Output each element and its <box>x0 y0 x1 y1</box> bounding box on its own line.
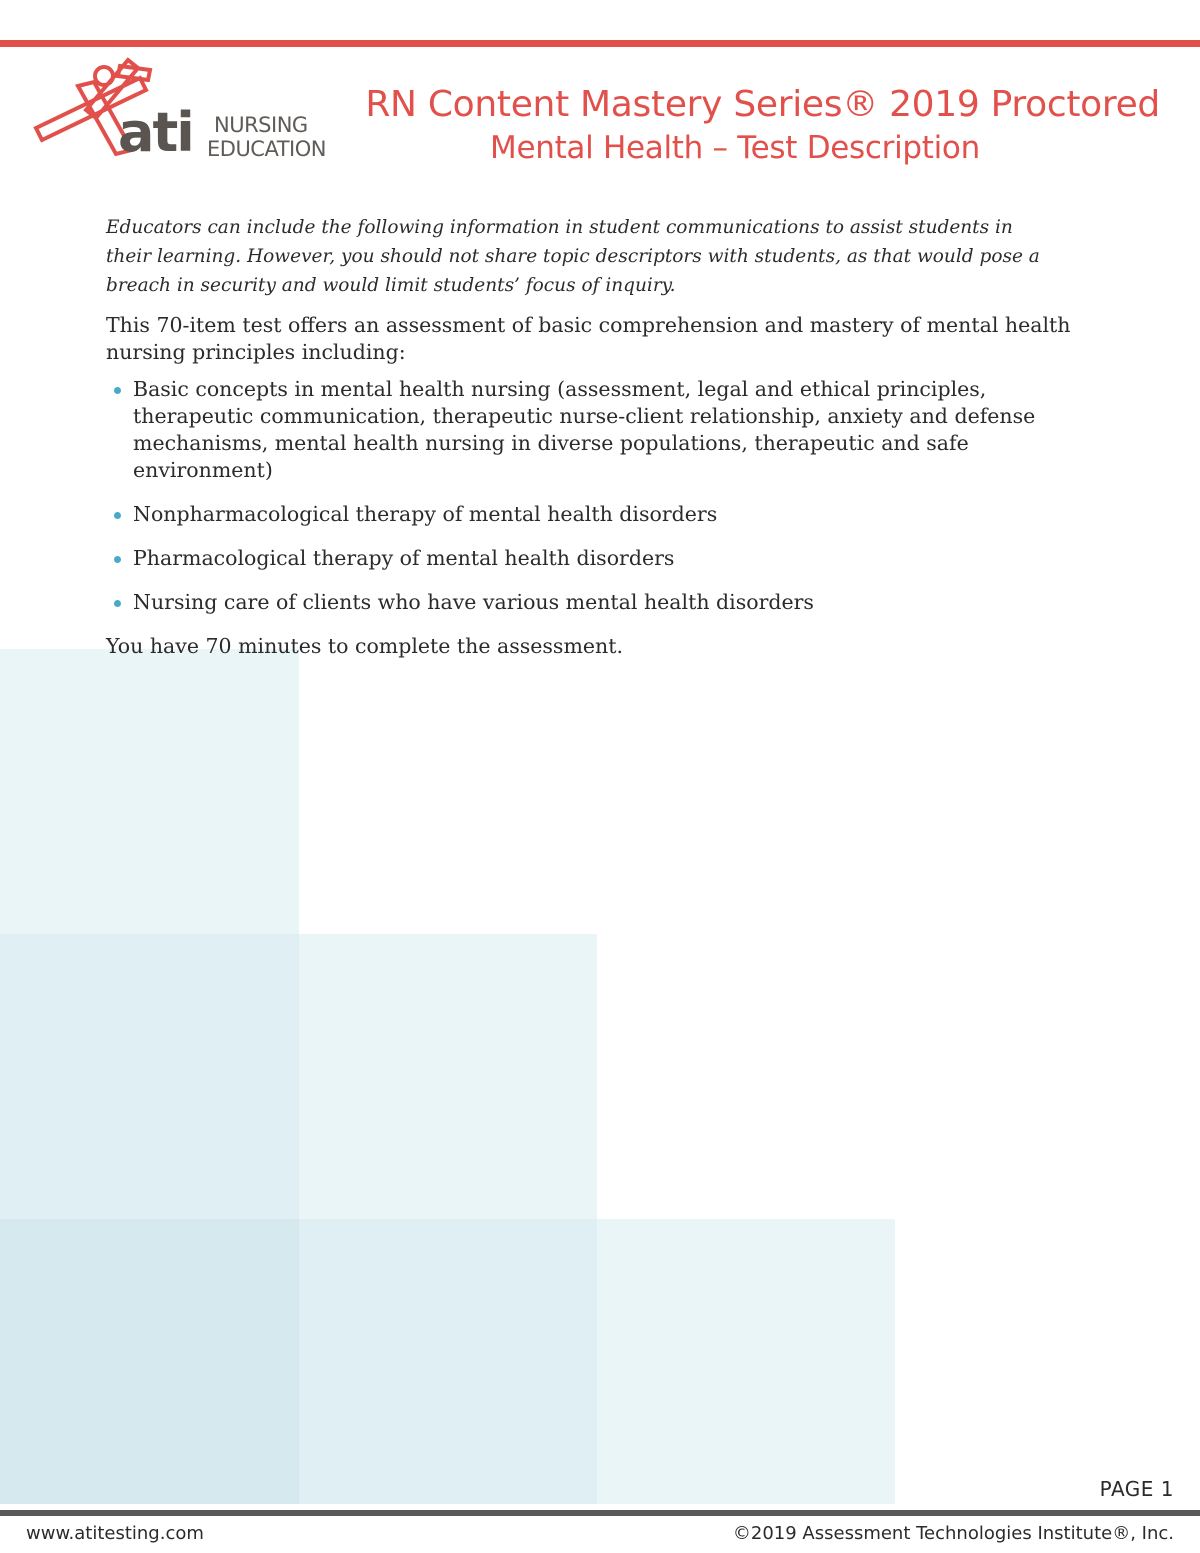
list-item <box>106 376 1096 484</box>
logo-text-nursing: NURSING <box>214 113 308 137</box>
footer-rule <box>0 1510 1200 1516</box>
decorative-block <box>597 1219 895 1504</box>
bullet-icon <box>114 600 121 607</box>
logo-wordmark: ati <box>118 101 193 164</box>
educator-note-line: breach in security and would limit students’ focus of inquiry. <box>106 275 676 296</box>
time-limit-note: You have 70 minutes to complete the assessment. <box>106 634 623 658</box>
bullet-icon <box>114 387 121 394</box>
decorative-block <box>299 934 597 1219</box>
educator-note-line: their learning. However, you should not share topic descriptors with students, as that would pose a <box>106 246 1040 267</box>
logo-text-education: EDUCATION <box>207 137 326 161</box>
bullet-icon <box>114 512 121 519</box>
document-title: RN Content Mastery Series® 2019 Proctored <box>365 84 1160 125</box>
educator-note-line: Educators can include the following information in student communications to assist students in <box>106 217 1013 238</box>
list-item <box>106 501 1096 528</box>
decorative-block <box>0 934 299 1219</box>
page-number: PAGE 1 <box>1099 1477 1174 1501</box>
topic-list <box>106 376 1096 616</box>
list-item <box>106 545 1096 572</box>
document-body <box>106 213 1096 670</box>
document-subtitle: Mental Health – Test Description <box>490 130 980 166</box>
decorative-block <box>0 1219 299 1504</box>
educator-note <box>106 213 1096 300</box>
ati-logo <box>0 0 360 175</box>
bullet-icon <box>114 556 121 563</box>
test-overview: This 70-item test offers an assessment of basic comprehension and mastery of mental health nursing principles including: <box>106 313 1071 364</box>
topic-text: Pharmacological therapy of mental health disorders <box>133 546 675 570</box>
topic-text: Nursing care of clients who have various mental health disorders <box>133 590 814 614</box>
decorative-block <box>0 649 299 934</box>
copyright-notice: ©2019 Assessment Technologies Institute®, Inc. <box>732 1523 1174 1544</box>
decorative-block <box>299 1219 597 1504</box>
topic-text: Basic concepts in mental health nursing (assessment, legal and ethical principles, therapeutic communication, therapeutic nurse-client relationship, anxiety and defense mechanisms, mental health nursing in diverse populations, therapeutic and safe environment) <box>133 377 1036 482</box>
topic-text: Nonpharmacological therapy of mental health disorders <box>133 502 718 526</box>
list-item <box>106 589 1096 616</box>
website-link[interactable]: www.atitesting.com <box>26 1523 204 1544</box>
